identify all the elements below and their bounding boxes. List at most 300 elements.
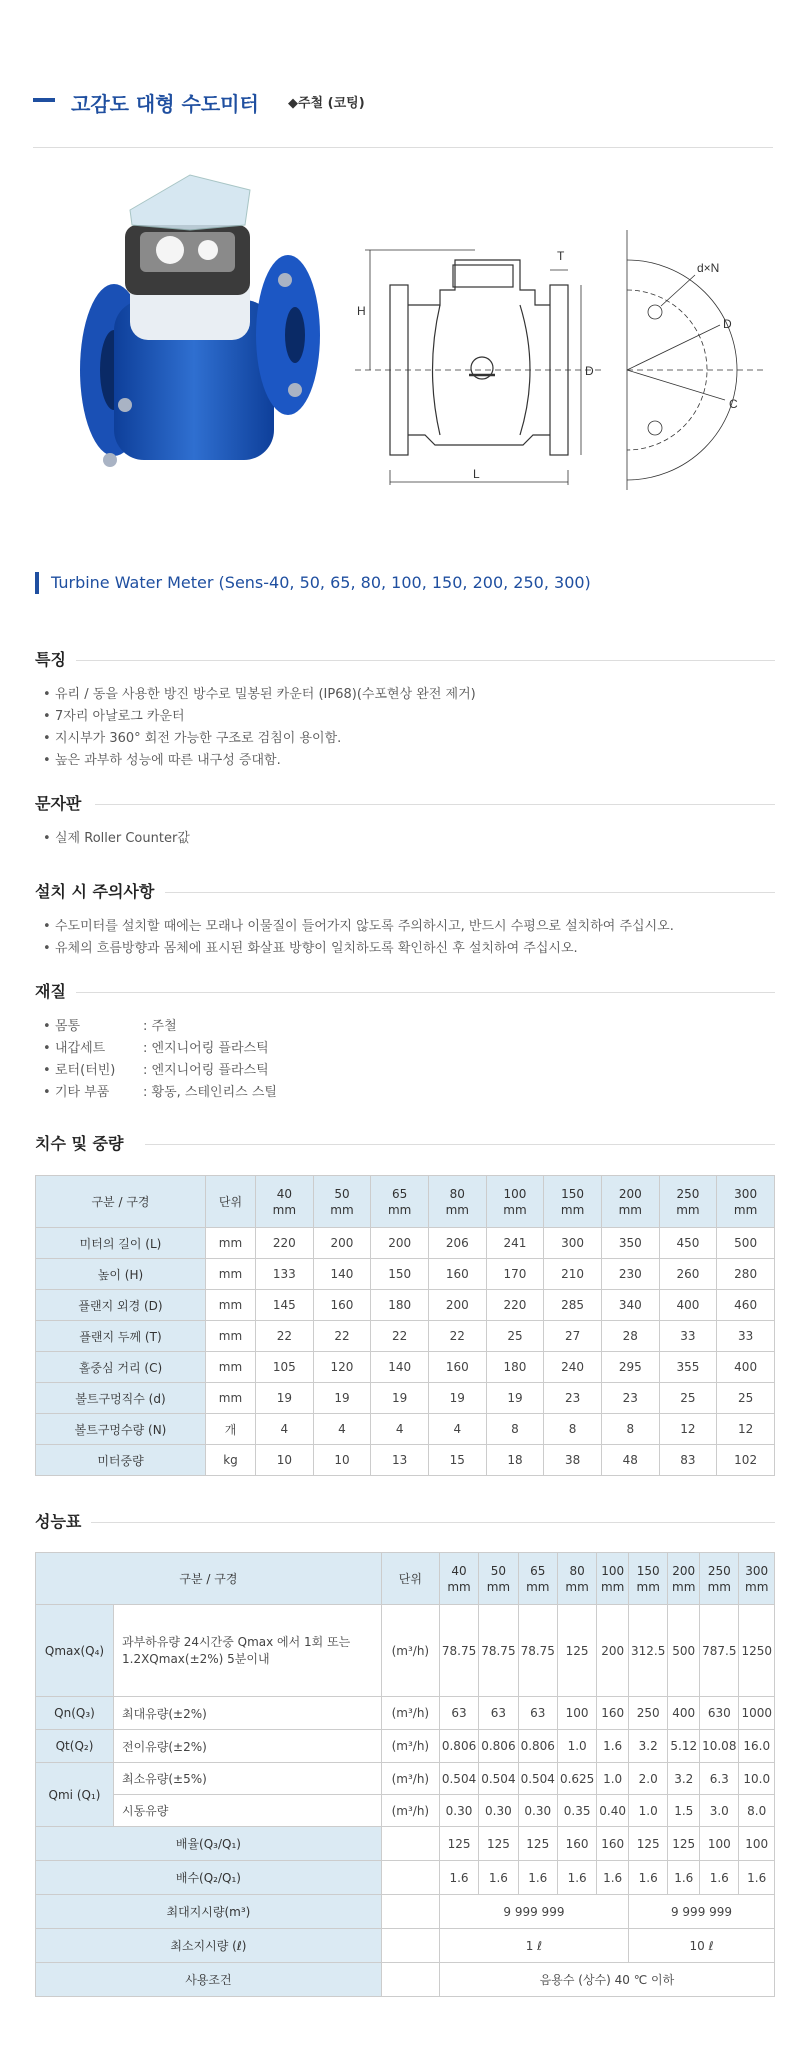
performance-table xyxy=(35,1552,775,1997)
size-header xyxy=(518,1553,557,1605)
table-cell: 1.6 xyxy=(557,1861,596,1895)
table-cell: 125 xyxy=(668,1827,700,1861)
table-cell: 200 xyxy=(428,1290,486,1321)
product-subtitle: Turbine Water Meter (Sens-40, 50, 65, 80, 100, 150, 200, 250, 300) xyxy=(35,572,591,594)
table-cell: 220 xyxy=(256,1228,314,1259)
table-cell: 350 xyxy=(601,1228,659,1259)
table-cell: 9 999 999 xyxy=(629,1895,775,1929)
table-cell: 3.2 xyxy=(668,1763,700,1795)
table-cell: 22 xyxy=(428,1321,486,1352)
size-header xyxy=(717,1176,775,1228)
table-cell: 125 xyxy=(439,1827,478,1861)
table-cell: 4 xyxy=(371,1414,429,1445)
size-header xyxy=(479,1553,518,1605)
table-cell: 0.30 xyxy=(439,1795,478,1827)
table-cell: 8.0 xyxy=(739,1795,775,1827)
size-header xyxy=(659,1176,717,1228)
table-cell: 8 xyxy=(544,1414,602,1445)
size-header xyxy=(428,1176,486,1228)
table-cell: 140 xyxy=(313,1259,371,1290)
table-cell: 8 xyxy=(601,1414,659,1445)
empty-cell xyxy=(381,1963,439,1997)
size-value: 80 xyxy=(449,1186,465,1201)
table-row xyxy=(36,1414,775,1445)
dimension-section xyxy=(35,1132,775,1156)
dimension-heading: 치수 및 중량 xyxy=(35,1134,133,1153)
table-cell: 160 xyxy=(428,1259,486,1290)
table-cell: 22 xyxy=(371,1321,429,1352)
size-unit: mm xyxy=(526,1579,550,1594)
qmax-row xyxy=(36,1605,775,1697)
table-cell: 18 xyxy=(486,1445,544,1476)
table-row xyxy=(36,1352,775,1383)
table-cell: 33 xyxy=(659,1321,717,1352)
table-cell: 19 xyxy=(256,1383,314,1414)
table-cell: 125 xyxy=(518,1827,557,1861)
row-label: 볼트구멍직수 (d) xyxy=(36,1383,206,1414)
table-row xyxy=(36,1259,775,1290)
table-cell: 100 xyxy=(739,1827,775,1861)
table-cell: 295 xyxy=(601,1352,659,1383)
table-cell: 1.6 xyxy=(700,1861,739,1895)
install-heading: 설치 시 주의사항 xyxy=(35,882,164,901)
size-header xyxy=(544,1176,602,1228)
table-cell: 787.5 xyxy=(700,1605,739,1697)
material-note: ◆주철 (코팅) xyxy=(288,96,365,111)
table-cell: 10.08 xyxy=(700,1730,739,1763)
label-t: T xyxy=(557,249,565,263)
material-part: 로터(터빈) xyxy=(55,1063,116,1078)
performance-section xyxy=(35,1510,775,1534)
table-cell: 200 xyxy=(597,1605,629,1697)
size-value: 80 xyxy=(569,1563,585,1578)
table-cell: 450 xyxy=(659,1228,717,1259)
size-header xyxy=(313,1176,371,1228)
table-cell: 355 xyxy=(659,1352,717,1383)
table-row xyxy=(36,1228,775,1259)
table-cell: 12 xyxy=(717,1414,775,1445)
install-section xyxy=(35,880,775,960)
table-cell: 3.2 xyxy=(629,1730,668,1763)
row-label: 높이 (H) xyxy=(36,1259,206,1290)
size-value: 40 xyxy=(451,1563,467,1578)
dimension-drawing xyxy=(345,230,775,500)
row-desc: 최소유량(±5%) xyxy=(114,1763,382,1795)
table-cell: 9 999 999 xyxy=(439,1895,628,1929)
table-cell: 150 xyxy=(371,1259,429,1290)
row-unit: mm xyxy=(206,1321,256,1352)
table-row xyxy=(36,1290,775,1321)
material-part: 내갑세트 xyxy=(55,1041,106,1056)
table-cell: 19 xyxy=(313,1383,371,1414)
table-cell: 10 ℓ xyxy=(629,1929,775,1963)
performance-heading: 성능표 xyxy=(35,1512,91,1531)
size-value: 50 xyxy=(334,1186,350,1201)
row-label: Qt(Q₂) xyxy=(36,1730,114,1763)
table-cell: 133 xyxy=(256,1259,314,1290)
table-cell: 280 xyxy=(717,1259,775,1290)
table-cell: 170 xyxy=(486,1259,544,1290)
maxread-row xyxy=(36,1895,775,1929)
table-cell: 4 xyxy=(428,1414,486,1445)
table-cell: 160 xyxy=(557,1827,596,1861)
list-item: • 실제 Roller Counter값 xyxy=(43,828,775,850)
table-cell: 160 xyxy=(597,1827,629,1861)
table-cell: 22 xyxy=(313,1321,371,1352)
table-cell: 음용수 (상수) 40 ℃ 이하 xyxy=(439,1963,774,1997)
row-unit: (m³/h) xyxy=(381,1730,439,1763)
table-cell: 1.0 xyxy=(597,1763,629,1795)
row-unit: mm xyxy=(206,1383,256,1414)
row-label: 배수(Q₂/Q₁) xyxy=(36,1861,382,1895)
table-cell: 28 xyxy=(601,1321,659,1352)
table-cell: 12 xyxy=(659,1414,717,1445)
water-meter-photo xyxy=(70,170,330,510)
table-cell: 0.806 xyxy=(439,1730,478,1763)
table-cell: 500 xyxy=(717,1228,775,1259)
size-value: 300 xyxy=(745,1563,769,1578)
table-cell: 160 xyxy=(597,1697,629,1730)
table-cell: 100 xyxy=(700,1827,739,1861)
table-cell: 1.6 xyxy=(668,1861,700,1895)
table-cell: 125 xyxy=(557,1605,596,1697)
list-item: • 수도미터를 설치할 때에는 모래나 이물질이 들어가지 않도록 주의하시고, 반드시 수평으로 설치하여 주십시오. xyxy=(43,916,775,938)
table-cell: 0.806 xyxy=(479,1730,518,1763)
row-unit: (m³/h) xyxy=(381,1763,439,1795)
size-unit: mm xyxy=(330,1202,354,1217)
table-cell: 63 xyxy=(439,1697,478,1730)
table-cell: 3.0 xyxy=(700,1795,739,1827)
table-cell: 312.5 xyxy=(629,1605,668,1697)
table-cell: 1.6 xyxy=(479,1861,518,1895)
table-cell: 0.504 xyxy=(479,1763,518,1795)
table-cell: 120 xyxy=(313,1352,371,1383)
label-d1: D xyxy=(585,364,594,378)
size-unit: mm xyxy=(707,1579,731,1594)
size-unit: mm xyxy=(733,1202,758,1217)
page-title: 고감도 대형 수도미터 xyxy=(71,92,259,116)
size-value: 50 xyxy=(490,1563,507,1578)
table-cell: 6.3 xyxy=(700,1763,739,1795)
table-cell: 125 xyxy=(629,1827,668,1861)
size-value: 150 xyxy=(561,1186,585,1201)
material-section xyxy=(35,980,775,1104)
header xyxy=(33,88,773,148)
table-cell: 1.6 xyxy=(439,1861,478,1895)
table-cell: 19 xyxy=(428,1383,486,1414)
row-label: 플랜지 외경 (D) xyxy=(36,1290,206,1321)
label-c: C xyxy=(729,397,738,411)
size-header xyxy=(256,1176,314,1228)
label-h: H xyxy=(357,304,366,318)
row-unit: kg xyxy=(206,1445,256,1476)
label-dn: d×N xyxy=(697,261,720,275)
row-unit: (m³/h) xyxy=(381,1605,439,1697)
table-cell: 1 ℓ xyxy=(439,1929,628,1963)
table-cell: 1.6 xyxy=(597,1861,629,1895)
table-cell: 1.0 xyxy=(629,1795,668,1827)
table-cell: 160 xyxy=(313,1290,371,1321)
material-heading: 재질 xyxy=(35,982,76,1001)
dial-list xyxy=(35,828,775,850)
list-item: • 7자리 아날로그 카운터 xyxy=(43,706,775,728)
table-cell: 200 xyxy=(371,1228,429,1259)
row-unit: (m³/h) xyxy=(381,1795,439,1827)
material-value: : 주철 xyxy=(143,1019,177,1034)
table-cell: 105 xyxy=(256,1352,314,1383)
table-cell: 145 xyxy=(256,1290,314,1321)
size-value: 150 xyxy=(636,1563,660,1578)
row-label: Qmi (Q₁) xyxy=(36,1763,114,1827)
table-cell: 400 xyxy=(717,1352,775,1383)
table-cell: 160 xyxy=(428,1352,486,1383)
material-value: : 엔지니어링 플라스틱 xyxy=(143,1041,269,1056)
table-cell: 48 xyxy=(601,1445,659,1476)
size-header xyxy=(668,1553,700,1605)
table-cell: 78.75 xyxy=(439,1605,478,1697)
dimension-table xyxy=(35,1175,775,1476)
row-desc: 시동유량 xyxy=(114,1795,382,1827)
table-cell: 16.0 xyxy=(739,1730,775,1763)
table-header-row xyxy=(36,1176,775,1228)
table-cell: 78.75 xyxy=(518,1605,557,1697)
table-row xyxy=(36,1321,775,1352)
size-unit: mm xyxy=(636,1579,660,1594)
table-cell: 2.0 xyxy=(629,1763,668,1795)
table-cell: 19 xyxy=(371,1383,429,1414)
size-value: 250 xyxy=(707,1563,731,1578)
size-header xyxy=(439,1553,478,1605)
table-cell: 0.30 xyxy=(518,1795,557,1827)
table-cell: 4 xyxy=(256,1414,314,1445)
table-cell: 1250 xyxy=(739,1605,775,1697)
table-cell: 0.504 xyxy=(439,1763,478,1795)
table-cell: 340 xyxy=(601,1290,659,1321)
table-row xyxy=(36,1383,775,1414)
table-cell: 1.5 xyxy=(668,1795,700,1827)
table-cell: 250 xyxy=(629,1697,668,1730)
table-cell: 1.6 xyxy=(629,1861,668,1895)
table-cell: 1.6 xyxy=(597,1730,629,1763)
unit-header: 단위 xyxy=(206,1176,256,1228)
material-part: 몸통 xyxy=(55,1019,81,1034)
size-header xyxy=(597,1553,629,1605)
empty-cell xyxy=(381,1827,439,1861)
row-label: 미터의 길이 (L) xyxy=(36,1228,206,1259)
size-header xyxy=(629,1553,668,1605)
start-flow-row xyxy=(36,1795,775,1827)
table-cell: 630 xyxy=(700,1697,739,1730)
material-item xyxy=(43,1082,775,1104)
table-cell: 83 xyxy=(659,1445,717,1476)
table-cell: 400 xyxy=(659,1290,717,1321)
size-value: 200 xyxy=(672,1563,696,1578)
row-unit: (m³/h) xyxy=(381,1697,439,1730)
table-cell: 10 xyxy=(313,1445,371,1476)
table-cell: 180 xyxy=(371,1290,429,1321)
size-header xyxy=(601,1176,659,1228)
row-desc: 전이유량(±2%) xyxy=(114,1730,382,1763)
table-cell: 8 xyxy=(486,1414,544,1445)
table-cell: 0.806 xyxy=(518,1730,557,1763)
qmi-row xyxy=(36,1763,775,1795)
size-value: 65 xyxy=(530,1563,546,1578)
size-header xyxy=(371,1176,429,1228)
table-cell: 200 xyxy=(313,1228,371,1259)
table-cell: 125 xyxy=(479,1827,518,1861)
size-unit: mm xyxy=(745,1579,769,1594)
table-cell: 10.0 xyxy=(739,1763,775,1795)
size-header xyxy=(739,1553,775,1605)
list-item: • 유리 / 동을 사용한 방진 방수로 밀봉된 카운터 (IP68)(수포현상 완전 제거) xyxy=(43,684,775,706)
size-value: 300 xyxy=(734,1186,758,1201)
size-unit: mm xyxy=(672,1579,696,1594)
size-unit: mm xyxy=(565,1579,589,1594)
table-cell: 19 xyxy=(486,1383,544,1414)
size-unit: mm xyxy=(560,1202,585,1217)
features-heading: 특징 xyxy=(35,650,76,669)
empty-cell xyxy=(381,1929,439,1963)
table-cell: 1000 xyxy=(739,1697,775,1730)
table-cell: 13 xyxy=(371,1445,429,1476)
size-value: 100 xyxy=(503,1186,527,1201)
table-cell: 25 xyxy=(486,1321,544,1352)
row-unit: mm xyxy=(206,1259,256,1290)
table-cell: 1.6 xyxy=(739,1861,775,1895)
material-item xyxy=(43,1016,775,1038)
ratio1-row xyxy=(36,1827,775,1861)
table-cell: 27 xyxy=(544,1321,602,1352)
row-label: 볼트구멍수량 (N) xyxy=(36,1414,206,1445)
table-cell: 33 xyxy=(717,1321,775,1352)
table-cell: 23 xyxy=(544,1383,602,1414)
empty-cell xyxy=(381,1861,439,1895)
list-item: • 지시부가 360° 회전 가능한 구조로 검침이 용이함. xyxy=(43,728,775,750)
size-unit: mm xyxy=(445,1202,469,1217)
size-unit: mm xyxy=(486,1579,511,1594)
size-unit: mm xyxy=(387,1202,412,1217)
row-unit: mm xyxy=(206,1290,256,1321)
table-cell: 1.0 xyxy=(557,1730,596,1763)
table-cell: 4 xyxy=(313,1414,371,1445)
features-section xyxy=(35,648,775,772)
column-header: 구분 / 구경 xyxy=(36,1553,382,1605)
table-cell: 240 xyxy=(544,1352,602,1383)
label-l: L xyxy=(473,467,480,481)
size-unit: mm xyxy=(272,1202,297,1217)
table-cell: 5.12 xyxy=(668,1730,700,1763)
row-unit: mm xyxy=(206,1352,256,1383)
row-label: Qmax(Q₄) xyxy=(36,1605,114,1697)
table-cell: 400 xyxy=(668,1697,700,1730)
table-cell: 140 xyxy=(371,1352,429,1383)
table-cell: 0.30 xyxy=(479,1795,518,1827)
size-header xyxy=(557,1553,596,1605)
table-cell: 300 xyxy=(544,1228,602,1259)
table-cell: 0.504 xyxy=(518,1763,557,1795)
table-cell: 22 xyxy=(256,1321,314,1352)
install-list xyxy=(35,916,775,960)
minread-row xyxy=(36,1929,775,1963)
size-unit: mm xyxy=(503,1202,527,1217)
material-part: 기타 부품 xyxy=(55,1085,110,1100)
size-unit: mm xyxy=(618,1202,642,1217)
table-cell: 63 xyxy=(518,1697,557,1730)
table-row xyxy=(36,1445,775,1476)
size-header xyxy=(486,1176,544,1228)
row-label: 플랜지 두께 (T) xyxy=(36,1321,206,1352)
label-d2: D xyxy=(723,317,732,331)
title-dash xyxy=(33,98,55,102)
size-unit: mm xyxy=(676,1202,700,1217)
table-cell: 210 xyxy=(544,1259,602,1290)
size-unit: mm xyxy=(447,1579,471,1594)
table-cell: 220 xyxy=(486,1290,544,1321)
table-cell: 102 xyxy=(717,1445,775,1476)
condition-row xyxy=(36,1963,775,1997)
dial-heading: 문자판 xyxy=(35,794,91,813)
row-desc: 최대유량(±2%) xyxy=(114,1697,382,1730)
material-value: : 엔지니어링 플라스틱 xyxy=(143,1063,269,1078)
list-item: • 유체의 흐름방향과 몸체에 표시된 화살표 방향이 일치하도록 확인하신 후 설치하여 주십시오. xyxy=(43,938,775,960)
table-cell: 180 xyxy=(486,1352,544,1383)
table-cell: 25 xyxy=(659,1383,717,1414)
qt-row xyxy=(36,1730,775,1763)
size-value: 40 xyxy=(276,1186,292,1201)
row-label: 홀중심 거리 (C) xyxy=(36,1352,206,1383)
size-value: 250 xyxy=(676,1186,700,1201)
table-cell: 241 xyxy=(486,1228,544,1259)
table-cell: 63 xyxy=(479,1697,518,1730)
size-value: 200 xyxy=(618,1186,642,1201)
row-label: 배율(Q₃/Q₁) xyxy=(36,1827,382,1861)
row-label: 최대지시량(m³) xyxy=(36,1895,382,1929)
features-list xyxy=(35,684,775,772)
size-unit: mm xyxy=(600,1579,625,1594)
unit-header: 단위 xyxy=(381,1553,439,1605)
table-cell: 78.75 xyxy=(479,1605,518,1697)
table-cell: 206 xyxy=(428,1228,486,1259)
table-cell: 25 xyxy=(717,1383,775,1414)
material-value: : 황동, 스테인리스 스틸 xyxy=(143,1085,277,1100)
row-unit: mm xyxy=(206,1228,256,1259)
dial-section xyxy=(35,792,775,850)
material-item xyxy=(43,1060,775,1082)
row-label: 최소지시량 (ℓ) xyxy=(36,1929,382,1963)
table-cell: 260 xyxy=(659,1259,717,1290)
table-cell: 23 xyxy=(601,1383,659,1414)
row-unit: 개 xyxy=(206,1414,256,1445)
table-cell: 285 xyxy=(544,1290,602,1321)
table-cell: 230 xyxy=(601,1259,659,1290)
size-header xyxy=(700,1553,739,1605)
empty-cell xyxy=(381,1895,439,1929)
table-cell: 10 xyxy=(256,1445,314,1476)
column-header: 구분 / 구경 xyxy=(36,1176,206,1228)
table-cell: 0.35 xyxy=(557,1795,596,1827)
table-cell: 38 xyxy=(544,1445,602,1476)
table-cell: 0.625 xyxy=(557,1763,596,1795)
material-item xyxy=(43,1038,775,1060)
size-value: 100 xyxy=(601,1563,625,1578)
table-cell: 15 xyxy=(428,1445,486,1476)
table-cell: 460 xyxy=(717,1290,775,1321)
size-value: 65 xyxy=(392,1186,408,1201)
table-cell: 1.6 xyxy=(518,1861,557,1895)
table-cell: 500 xyxy=(668,1605,700,1697)
table-cell: 0.40 xyxy=(597,1795,629,1827)
material-list xyxy=(35,1016,775,1104)
